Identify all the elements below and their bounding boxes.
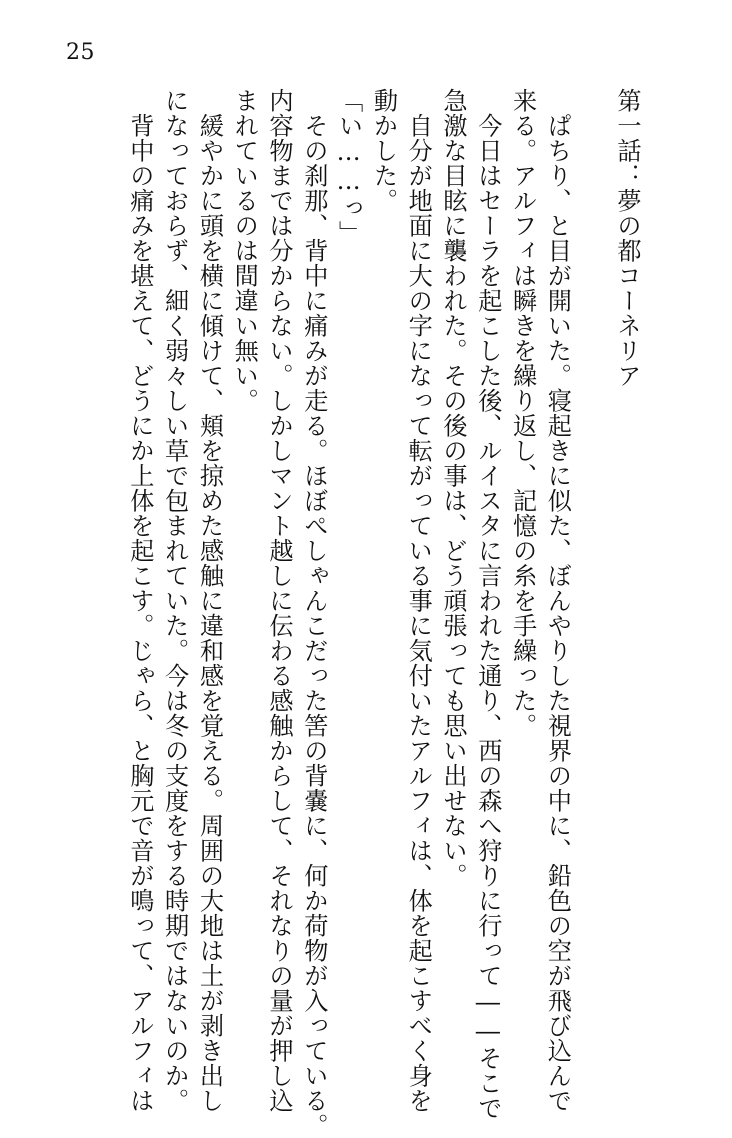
text-line: その刹那、背中に痛みが走る。ほぼぺしゃんこだった筈の背嚢に、何か荷物が入っている。 [299, 88, 328, 1138]
vertical-text-body [125, 88, 642, 1138]
text-line: 来る。アルフィは瞬きを繰り返し、記憶の糸を手繰った。 [508, 88, 537, 738]
text-line: まれているのは間違い無い。 [230, 88, 259, 413]
text-line: 「い……っ」 [334, 88, 363, 246]
text-line: 自分が地面に大の字になって転がっている事に気付いたアルフィは、体を起こすべく身を [404, 88, 433, 1113]
page-number: 25 [66, 40, 95, 65]
chapter-title: 第一話：夢の都コーネリア [613, 88, 641, 388]
text-line: 内容物までは分からない。しかしマント越しに伝わる感触からして、それなりの量が押し込 [265, 88, 294, 1113]
text-line: になっておらず、細く弱々しい草で包まれていた。今は冬の支度をする時期ではないのか。 [160, 88, 189, 1113]
text-line [577, 88, 607, 988]
text-line: 背中の痛みを堪えて、どうにか上体を起こす。じゃら、と胸元で音が鳴って、アルフィは [125, 88, 154, 1113]
text-line: 急激な目眩に襲われた。その後の事は、どう頑張っても思い出せない。 [439, 88, 468, 888]
text-line: 動かした。 [369, 88, 398, 213]
text-line: 緩やかに頭を横に傾けて、頬を掠めた感触に違和感を覚える。周囲の大地は土が剥き出し [195, 88, 224, 1113]
text-line: ぱちり、と目が開いた。寝起きに似た、ぼんやりした視界の中に、鉛色の空が飛び込んで [543, 88, 572, 1113]
text-line: 今日はセーラを起こした後、ルイスタに言われた通り、西の森へ狩りに行って――そこで [473, 88, 502, 1121]
